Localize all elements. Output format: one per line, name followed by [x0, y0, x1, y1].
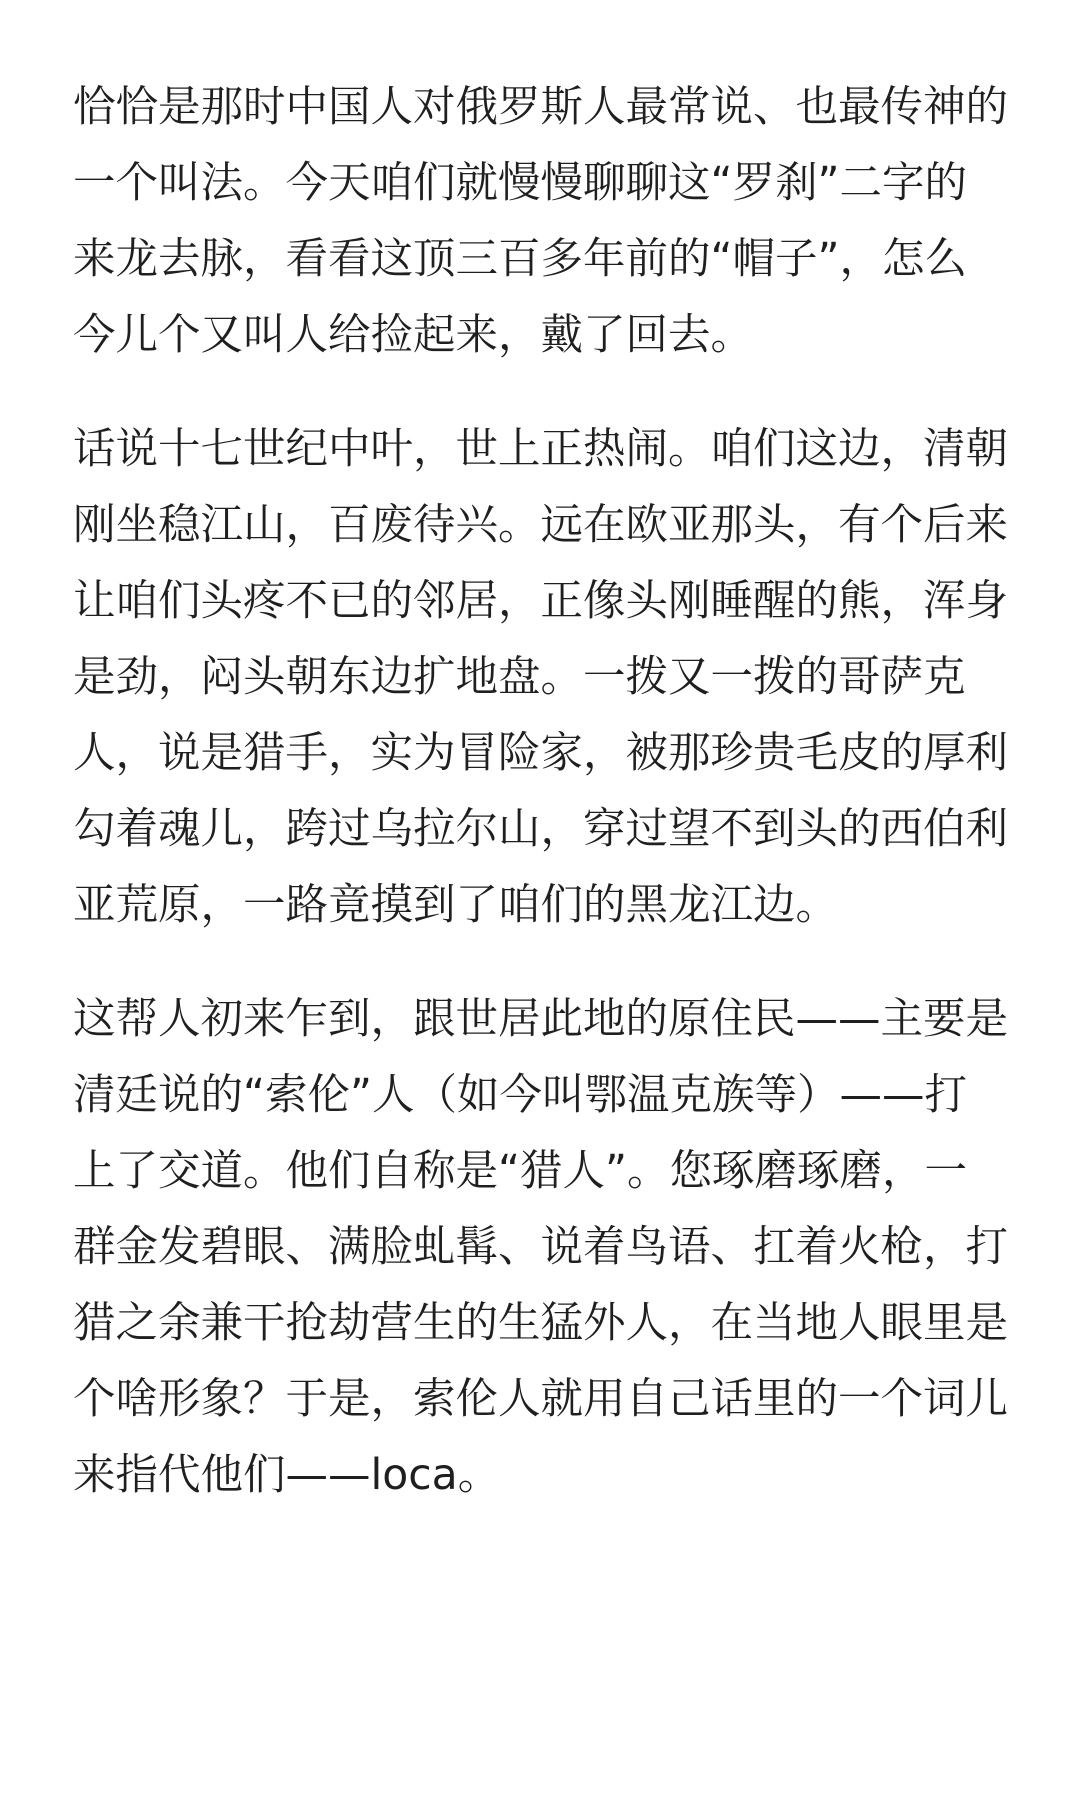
text-line: 刚坐稳江山，百废待兴。远在欧亚那头，有个后来 [73, 501, 1009, 550]
text-line: 来龙去脉，看看这顶三百多年前的“帽子”，怎么 [73, 235, 968, 284]
text-line: 上了交道。他们自称是“猎人”。您琢磨琢磨，一 [73, 1147, 968, 1196]
paragraph-1 [73, 70, 1007, 374]
text-line: 今儿个又叫人给捡起来，戴了回去。 [73, 311, 754, 360]
text-line: 恰恰是那时中国人对俄罗斯人最常说、也最传神的 [73, 83, 1009, 132]
text-line: 群金发碧眼、满脸虬髯、说着鸟语、扛着火枪，打 [73, 1223, 1009, 1272]
text-line: 一个叫法。今天咱们就慢慢聊聊这“罗刹”二字的 [73, 159, 968, 208]
text-line: 来指代他们——loca。 [73, 1451, 501, 1500]
text-line: 勾着魂儿，跨过乌拉尔山，穿过望不到头的西伯利 [73, 805, 1009, 854]
text-line: 话说十七世纪中叶，世上正热闹。咱们这边，清朝 [73, 425, 1009, 474]
text-line: 这帮人初来乍到，跟世居此地的原住民——主要是 [73, 995, 1009, 1044]
paragraph-3 [73, 982, 1007, 1514]
text-line: 人，说是猎手，实为冒险家，被那珍贵毛皮的厚利 [73, 729, 1009, 778]
text-line: 个啥形象？于是，索伦人就用自己话里的一个词儿 [73, 1375, 1009, 1424]
text-line: 猎之余兼干抢劫营生的生猛外人，在当地人眼里是 [73, 1299, 1009, 1348]
text-line: 清廷说的“索伦”人（如今叫鄂温克族等）——打 [73, 1071, 968, 1120]
text-line: 让咱们头疼不已的邻居，正像头刚睡醒的熊，浑身 [73, 577, 1009, 626]
article-body [73, 70, 1007, 1552]
text-line: 是劲，闷头朝东边扩地盘。一拨又一拨的哥萨克 [73, 653, 966, 702]
text-line: 亚荒原，一路竟摸到了咱们的黑龙江边。 [73, 881, 839, 930]
paragraph-2 [73, 412, 1007, 944]
